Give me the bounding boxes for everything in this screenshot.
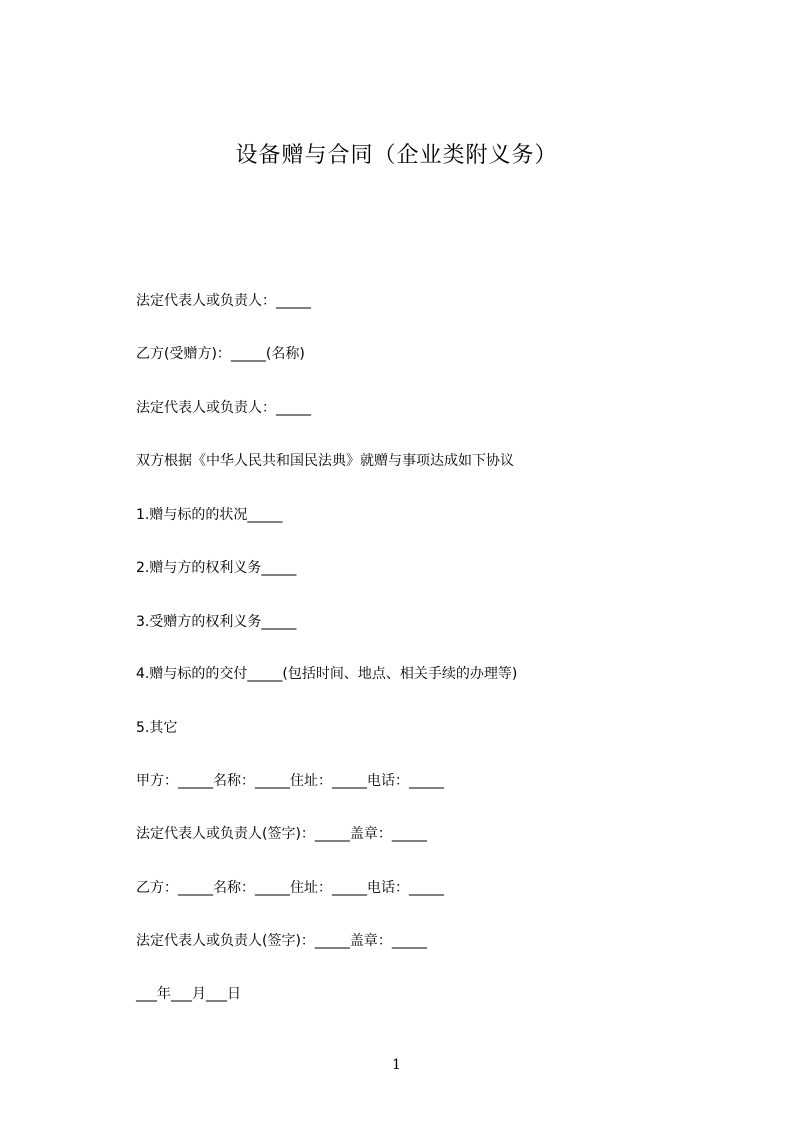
document-title: 设备赠与合同（企业类附义务）	[235, 143, 558, 168]
representative-line-1: 法定代表人或负责人：_____	[136, 293, 311, 309]
page-number: 1	[392, 1057, 401, 1073]
representative-line-2: 法定代表人或负责人：_____	[136, 400, 311, 416]
party-b-line: 乙方(受赠方)：_____(名称)	[136, 346, 305, 362]
party-b-representative-signature: 法定代表人或负责人(签字)：_____盖章：_____	[136, 933, 427, 949]
clause-3: 3.受赠方的权利义务_____	[136, 614, 297, 630]
clause-5: 5.其它	[136, 720, 178, 736]
agreement-intro: 双方根据《中华人民共和国民法典》就赠与事项达成如下协议	[136, 453, 514, 469]
party-a-representative-signature: 法定代表人或负责人(签字)：_____盖章：_____	[136, 826, 427, 842]
clause-2: 2.赠与方的权利义务_____	[136, 560, 297, 576]
clause-1: 1.赠与标的的状况_____	[136, 507, 283, 523]
party-b-signature-line: 乙方：_____名称：_____住址：_____电话：_____	[136, 880, 444, 896]
clause-4: 4.赠与标的的交付_____(包括时间、地点、相关手续的办理等)	[136, 666, 518, 682]
party-a-signature-line: 甲方：_____名称：_____住址：_____电话：_____	[136, 773, 444, 789]
date-line: ___年___月___日	[136, 986, 241, 1002]
